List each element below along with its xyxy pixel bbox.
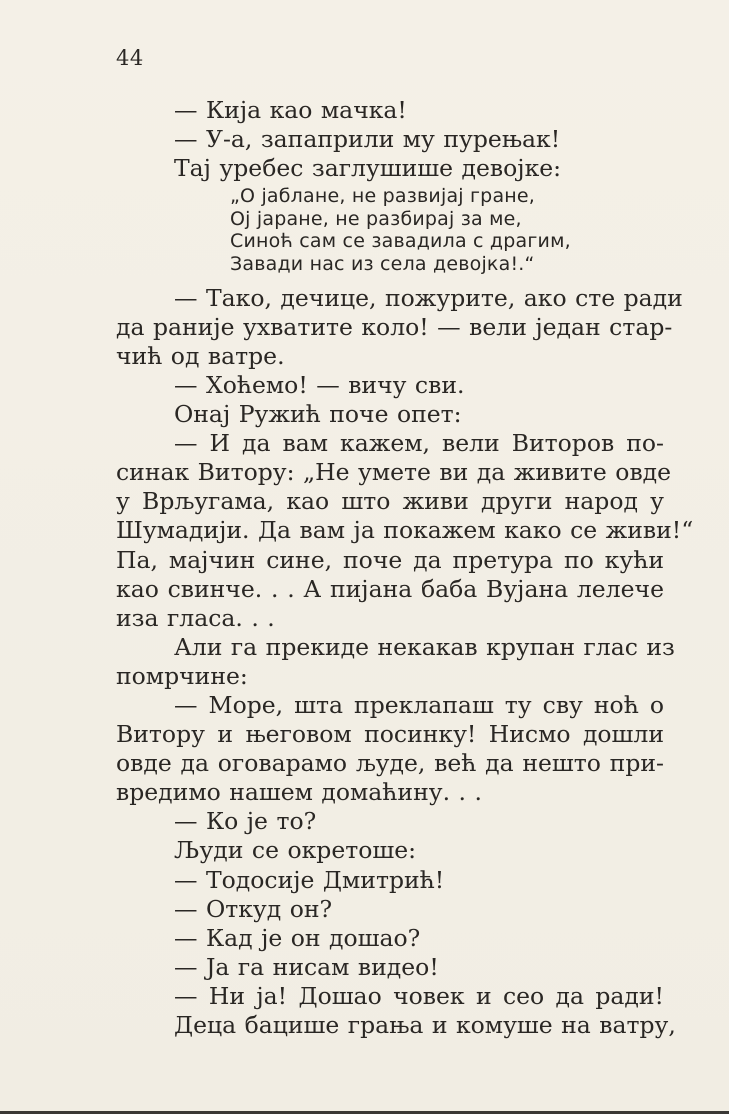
- verse-line: „О јаблане, не развијај гране,: [230, 185, 536, 208]
- verse-line: Синоћ сам се завадила с драгим,: [230, 230, 571, 253]
- text-line: — Хоћемо! — вичу сви.: [174, 370, 465, 399]
- text-line: — Кад је он дошао?: [174, 923, 421, 952]
- text-line: овде да оговарамо људе, већ да нешто при-: [116, 749, 664, 778]
- verse-line: Завади нас из села девојка!.“: [230, 253, 535, 276]
- text-line: — Ко је то?: [174, 807, 317, 836]
- text-line: — Море, шта преклапаш ту сву ноћ о: [174, 690, 664, 719]
- verse-quote: [116, 185, 664, 275]
- text-line: — Откуд он?: [174, 894, 333, 923]
- text-line: Па, мајчин сине, поче да претура по кући: [116, 545, 664, 574]
- text-line: Тај уребес заглушише девојке:: [174, 154, 562, 183]
- text-line: — Тако, дечице, пожурите, ако сте ради: [174, 283, 683, 312]
- verse-line: Ој јаране, не разбирај за ме,: [230, 207, 522, 230]
- text-line: — Кија као мачка!: [174, 96, 407, 124]
- text-line: Али га прекиде некакав крупан глас из: [174, 632, 675, 661]
- text-line: — Ни ја! Дошао човек и сео да ради!: [174, 981, 664, 1010]
- text-line: Онај Ружић поче опет:: [174, 400, 462, 429]
- text-line: да раније ухватите коло! — вели један стар-: [116, 312, 673, 341]
- text-line: синак Витору: „Не умете ви да живите овде: [116, 458, 672, 487]
- text-line: чић од ватре.: [116, 341, 285, 370]
- page-number: 44: [116, 46, 144, 70]
- text-line: — У-а, запаприли му пурењак!: [174, 125, 561, 154]
- top-paragraphs: [116, 96, 664, 183]
- text-line: Деца бацише грања и комуше на ватру,: [174, 1011, 676, 1039]
- text-line: Људи се окретоше:: [174, 836, 417, 865]
- text-line: — Ја га нисам видео!: [174, 952, 439, 981]
- text-line: у Врљугама, као што живи други народ у: [116, 487, 664, 516]
- text-line: вредимо нашем домаћину. . .: [116, 778, 482, 807]
- text-line: — Тодосије Дмитрић!: [174, 865, 445, 894]
- text-line: иза гласа. . .: [116, 603, 275, 632]
- main-paragraphs: [116, 283, 694, 1040]
- text-line: као свинче. . . А пијана баба Вујана лелече: [116, 574, 664, 603]
- text-line: — И да вам кажем, вели Виторов по-: [174, 429, 664, 458]
- body-text: [116, 96, 694, 1040]
- text-line: Шумадији. Да вам ја покажем како се живи!“: [116, 516, 694, 545]
- text-line: Витору и његовом посинку! Нисмо дошли: [116, 720, 664, 749]
- text-line: помрчине:: [116, 661, 248, 690]
